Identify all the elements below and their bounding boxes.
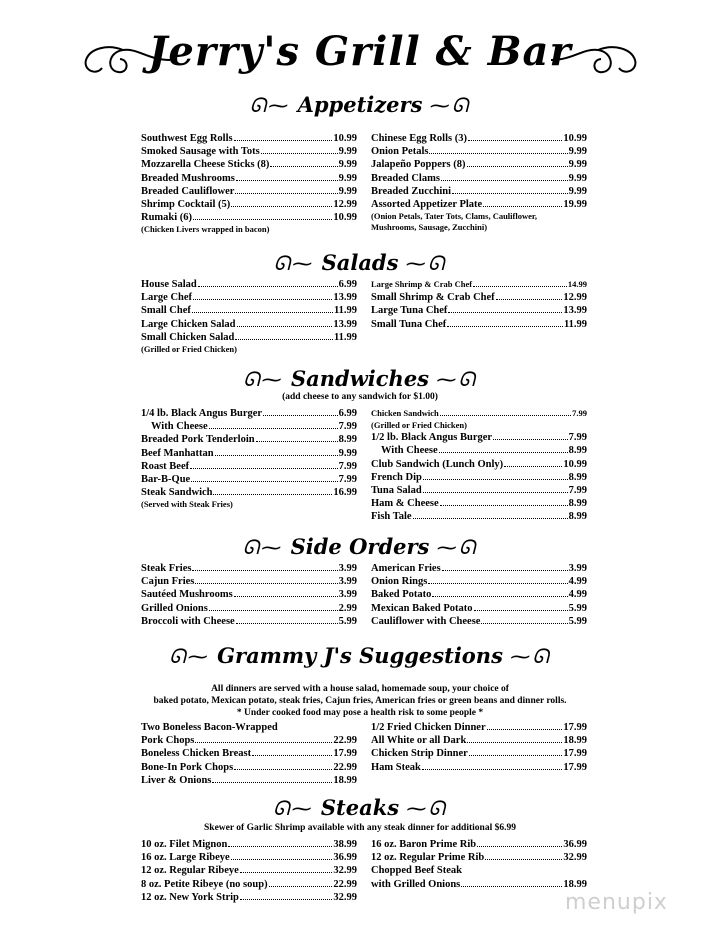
menu-item: House Salad 6.99 (141, 279, 357, 290)
menu-item: Ham & Cheese 8.99 (371, 498, 587, 510)
item-note: (Chicken Livers wrapped in bacon) (141, 224, 270, 235)
menu-item: French Dip 8.99 (371, 471, 587, 483)
sandwiches-note: (add cheese to any sandwich for $1.00) (282, 392, 438, 402)
menu-item: Breaded Clams 9.99 (371, 172, 587, 184)
salads-left-column (141, 278, 357, 355)
item-note: (Onion Petals, Tater Tots, Clams, Cauliflower, (371, 211, 538, 222)
salads-title: Salads (321, 250, 399, 275)
swirl-left-icon: ᘏ⁓ (242, 535, 284, 559)
menu-item: Shrimp Cocktail (5) 12.99 (141, 198, 357, 210)
menu-item: Assorted Appetizer Plate 19.99 (371, 198, 587, 210)
item-note: Mushrooms, Sausage, Zucchini) (371, 222, 488, 233)
appetizers-left-column (141, 132, 357, 235)
item-note: (Grilled or Fried Chicken) (371, 420, 467, 431)
sandwiches-left-column (141, 407, 357, 510)
menu-item: Breaded Cauliflower 9.99 (141, 185, 357, 197)
menu-item: Beef Manhattan 9.99 (141, 447, 357, 459)
steaks-right-column (371, 838, 587, 891)
menu-item: with Grilled Onions 18.99 (371, 878, 587, 890)
item-heading: Two Boneless Bacon-Wrapped (141, 722, 278, 733)
item-note: (Grilled or Fried Chicken) (141, 343, 237, 354)
menu-item: Mozzarella Cheese Sticks (8) 9.99 (141, 159, 357, 171)
suggestions-left-column (141, 721, 357, 787)
right-title-flourish-icon (548, 40, 643, 80)
swirl-right-icon: ⁓ᘏ (436, 535, 478, 559)
menu-item: Smoked Sausage with Tots 9.99 (141, 146, 357, 158)
menu-item: Roast Beef 7.99 (141, 460, 357, 472)
menu-item: Southwest Egg Rolls 10.99 (141, 133, 357, 144)
restaurant-name: Jerry's Grill & Bar (148, 28, 572, 75)
suggestions-note-1: All dinners are served with a house salad, homemade soup, your choice of (211, 684, 509, 694)
suggestions-note-2: baked potato, Mexican potato, steak fries, Cajun fries, American fries or green beans and dinner rolls. (153, 696, 567, 706)
swirl-right-icon: ⁓ᘏ (436, 367, 477, 391)
swirl-left-icon: ᘏ⁓ (243, 367, 284, 391)
menu-item: With Cheese 8.99 (381, 445, 587, 457)
menu-item: Baked Potato 4.99 (371, 589, 587, 601)
menu-item: Steak Fries 3.99 (141, 563, 357, 574)
menu-item: Small Shrimp & Crab Chef 12.99 (371, 292, 587, 304)
appetizers-right-column (371, 132, 587, 233)
menu-item: Steak Sandwich 16.99 (141, 487, 357, 499)
sandwiches-heading (0, 366, 720, 391)
menu-item: Bar-B-Que 7.99 (141, 473, 357, 485)
item-note: (Served with Steak Fries) (141, 499, 233, 510)
menu-item: Large Chicken Salad 13.99 (141, 318, 357, 330)
side-orders-right-column (371, 562, 587, 628)
steaks-left-column (141, 838, 357, 904)
menu-item: Grilled Onions 2.99 (141, 602, 357, 614)
menu-item: Rumaki (6) 10.99 (141, 212, 357, 224)
swirl-left-icon: ᘏ⁓ (169, 644, 210, 668)
menu-item: Onion Petals 9.99 (371, 146, 587, 158)
suggestions-heading (0, 643, 720, 668)
menu-item: 1/2 Fried Chicken Dinner 17.99 (371, 722, 587, 733)
steaks-heading (0, 795, 720, 820)
menu-item: Chicken Sandwich 7.99 (371, 408, 587, 418)
salads-right-column (371, 278, 587, 331)
menu-item: Pork Chops 22.99 (141, 735, 357, 747)
sandwiches-title: Sandwiches (290, 366, 430, 391)
watermark: menupix (565, 890, 668, 915)
menu-item: Broccoli with Cheese 5.99 (141, 615, 357, 627)
menu-item: Breaded Mushrooms 9.99 (141, 172, 357, 184)
menu-item: Breaded Zucchini 9.99 (371, 185, 587, 197)
menu-item: Large Chef 13.99 (141, 292, 357, 304)
swirl-right-icon: ⁓ᘏ (405, 251, 447, 275)
menu-item: Breaded Pork Tenderloin 8.99 (141, 434, 357, 446)
swirl-left-icon: ᘏ⁓ (272, 796, 314, 820)
swirl-right-icon: ⁓ᘏ (429, 93, 471, 117)
swirl-right-icon: ⁓ᘏ (406, 796, 448, 820)
side-orders-title: Side Orders (290, 534, 430, 559)
steaks-note: Skewer of Garlic Shrimp available with any steak dinner for additional $6.99 (204, 823, 516, 833)
appetizers-heading (0, 92, 720, 117)
menu-item: American Fries 3.99 (371, 563, 587, 574)
menu-item: 12 oz. New York Strip 32.99 (141, 891, 357, 903)
menu-item: 16 oz. Large Ribeye 36.99 (141, 852, 357, 864)
salads-heading (0, 250, 720, 275)
menu-item: Boneless Chicken Breast 17.99 (141, 748, 357, 760)
suggestions-title: Grammy J's Suggestions (217, 643, 503, 668)
swirl-left-icon: ᘏ⁓ (249, 93, 291, 117)
item-heading: Chopped Beef Steak (371, 865, 463, 877)
menu-item: Fish Tale 8.99 (371, 511, 587, 523)
menu-item: All White or all Dark 18.99 (371, 735, 587, 747)
swirl-left-icon: ᘏ⁓ (273, 251, 315, 275)
menu-item: With Cheese 7.99 (151, 421, 357, 433)
menu-item: Cajun Fries 3.99 (141, 576, 357, 588)
menu-item: Small Chicken Salad 11.99 (141, 331, 357, 343)
suggestions-right-column (371, 721, 587, 774)
menu-item: Large Tuna Chef 13.99 (371, 305, 587, 317)
menu-item: Sautéed Mushrooms 3.99 (141, 589, 357, 601)
menu-item: Liver & Onions 18.99 (141, 774, 357, 786)
menu-item: Chinese Egg Rolls (3) 10.99 (371, 133, 587, 144)
menu-item: 12 oz. Regular Prime Rib 32.99 (371, 852, 587, 864)
sandwiches-right-column (371, 407, 587, 524)
menu-item: Cauliflower with Cheese 5.99 (371, 615, 587, 627)
menu-item: 1/4 lb. Black Angus Burger 6.99 (141, 408, 357, 419)
menu-item: 16 oz. Baron Prime Rib 36.99 (371, 839, 587, 850)
menu-item: Small Tuna Chef 11.99 (371, 318, 587, 330)
menu-item: Tuna Salad 7.99 (371, 484, 587, 496)
side-orders-left-column (141, 562, 357, 628)
menu-item: Large Shrimp & Crab Chef 14.99 (371, 279, 587, 289)
menu-item: Onion Rings 4.99 (371, 576, 587, 588)
menu-item: Chicken Strip Dinner 17.99 (371, 748, 587, 760)
menu-item: Jalapeño Poppers (8) 9.99 (371, 159, 587, 171)
menu-item: Mexican Baked Potato 5.99 (371, 602, 587, 614)
menu-item: 12 oz. Regular Ribeye 32.99 (141, 865, 357, 877)
suggestions-note-3: * Under cooked food may pose a health risk to some people * (236, 708, 484, 718)
swirl-right-icon: ⁓ᘏ (510, 644, 551, 668)
menu-item: 10 oz. Filet Mignon 38.99 (141, 839, 357, 850)
menu-item: Ham Steak 17.99 (371, 761, 587, 773)
side-orders-heading (0, 534, 720, 559)
steaks-title: Steaks (320, 795, 400, 820)
menu-item: Small Chef 11.99 (141, 305, 357, 317)
appetizers-title: Appetizers (297, 92, 423, 117)
menu-item: 8 oz. Petite Ribeye (no soup) 22.99 (141, 878, 357, 890)
menu-item: 1/2 lb. Black Angus Burger 7.99 (371, 432, 587, 444)
menu-item: Bone-In Pork Chops 22.99 (141, 761, 357, 773)
menu-item: Club Sandwich (Lunch Only) 10.99 (371, 458, 587, 470)
